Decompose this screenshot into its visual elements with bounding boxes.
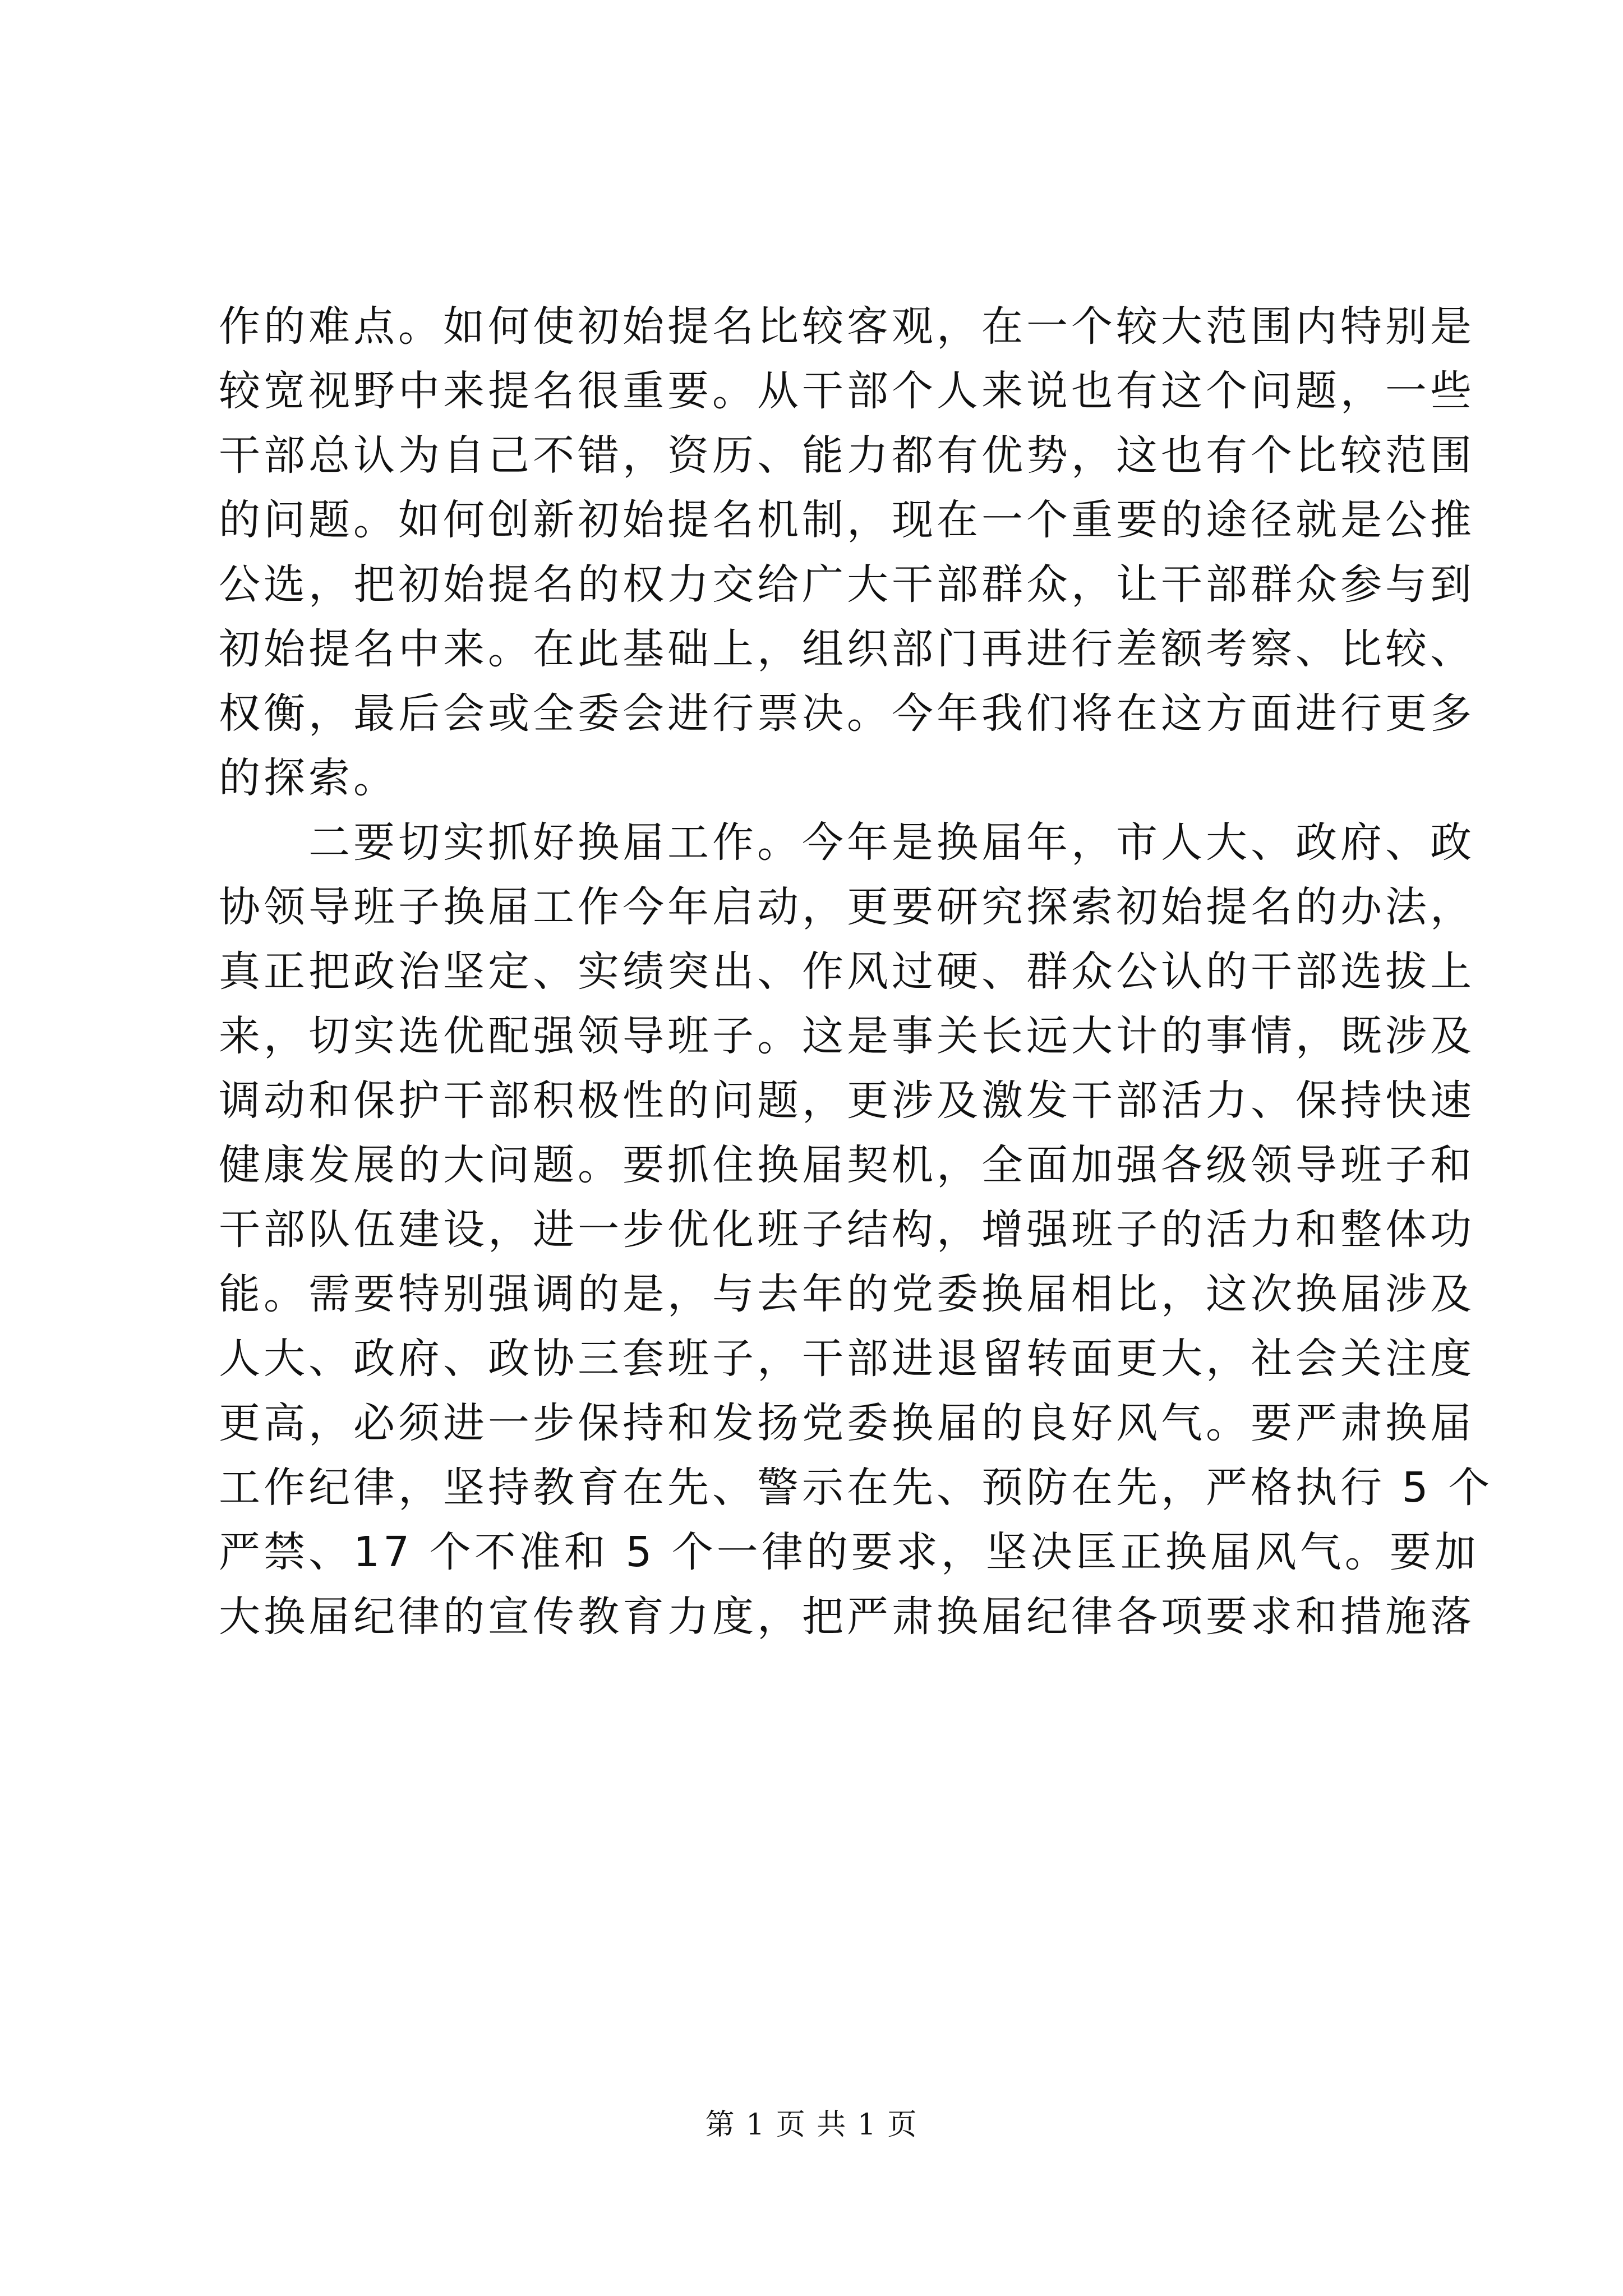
text-line: 较宽视野中来提名很重要。从干部个人来说也有这个问题，一些 <box>219 367 1475 415</box>
paragraph-2 <box>219 811 1493 1649</box>
page-footer <box>0 2101 1623 2143</box>
text-line: 人大、政府、政协三套班子，干部进退留转面更大，社会关注度 <box>219 1335 1475 1383</box>
page-number-label: 第 1 页 共 1 页 <box>705 2108 918 2142</box>
text-line: 干部队伍建设，进一步优化班子结构，增强班子的活力和整体功 <box>219 1205 1475 1254</box>
text-line: 作的难点。如何使初始提名比较客观，在一个较大范围内特别是 <box>219 302 1475 351</box>
text-line: 严禁、17 个不准和 5 个一律的要求，坚决匡正换届风气。要加 <box>219 1528 1479 1576</box>
text-line: 真正把政治坚定、实绩突出、作风过硬、群众公认的干部选拔上 <box>219 947 1475 996</box>
text-line: 更高，必须进一步保持和发扬党委换届的良好风气。要严肃换届 <box>219 1399 1475 1447</box>
text-line: 权衡，最后会或全委会进行票决。今年我们将在这方面进行更多 <box>219 689 1475 738</box>
text-line: 能。需要特别强调的是，与去年的党委换届相比，这次换届涉及 <box>219 1270 1475 1318</box>
text-line: 干部总认为自己不错，资历、能力都有优势，这也有个比较范围 <box>219 431 1475 480</box>
text-line: 调动和保护干部积极性的问题，更涉及激发干部活力、保持快速 <box>219 1076 1475 1125</box>
text-line: 二要切实抓好换届工作。今年是换届年，市人大、政府、政 <box>219 818 1475 867</box>
text-line: 来，切实选优配强领导班子。这是事关长远大计的事情，既涉及 <box>219 1012 1475 1060</box>
text-line: 的问题。如何创新初始提名机制，现在一个重要的途径就是公推 <box>219 496 1475 544</box>
text-line: 的探索。 <box>219 754 398 802</box>
text-line: 协领导班子换届工作今年启动，更要研究探索初始提名的办法， <box>219 883 1475 931</box>
text-line: 公选，把初始提名的权力交给广大干部群众，让干部群众参与到 <box>219 560 1475 609</box>
text-line: 健康发展的大问题。要抓住换届契机，全面加强各级领导班子和 <box>219 1141 1475 1189</box>
paragraph-1 <box>219 295 1475 811</box>
text-line: 工作纪律，坚持教育在先、警示在先、预防在先，严格执行 5 个 <box>219 1464 1493 1512</box>
document-body <box>219 295 1493 1649</box>
text-line: 初始提名中来。在此基础上，组织部门再进行差额考察、比较、 <box>219 625 1475 673</box>
text-line: 大换届纪律的宣传教育力度，把严肃换届纪律各项要求和措施落 <box>219 1593 1475 1641</box>
